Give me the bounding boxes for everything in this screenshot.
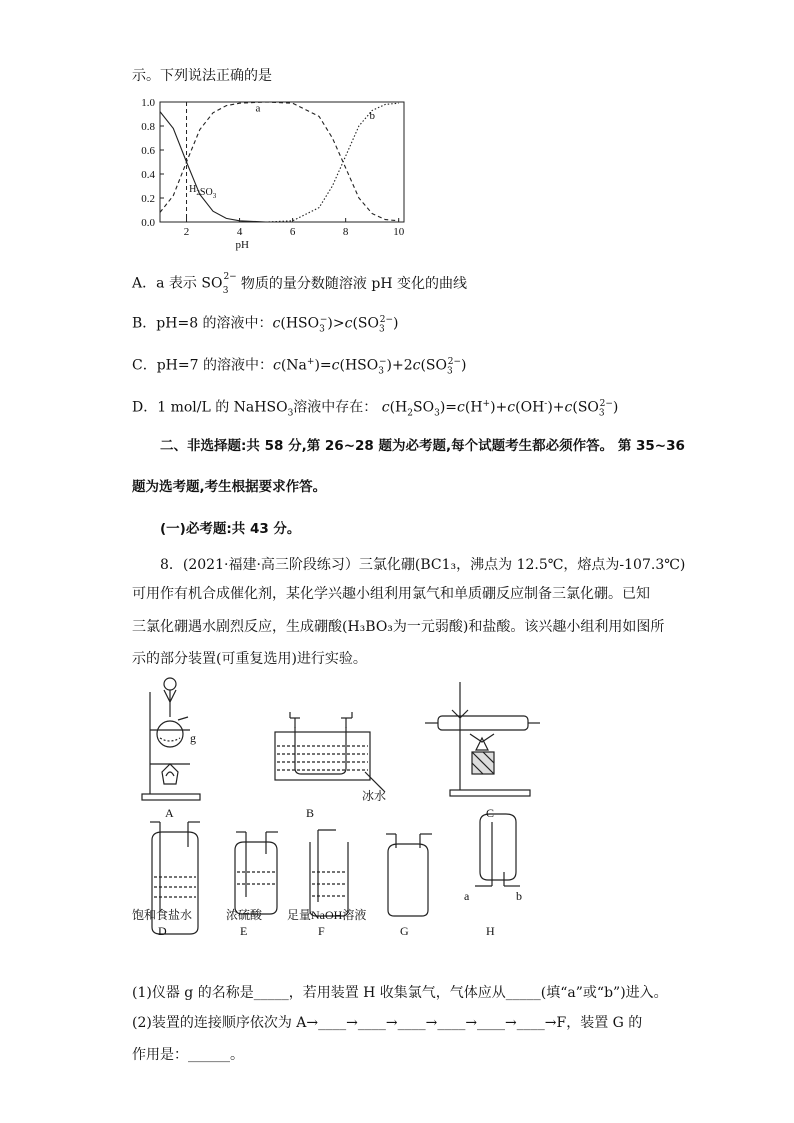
x-tick-label: 10 [393,226,405,238]
section-heading-line1: 二、非选择题:共 58 分,第 26~28 题为必考题,每个试题考生都必须作答。 第 35~36 [160,438,685,454]
x-tick-label: 8 [342,226,349,238]
option-b: B．pH=8 的溶液中：$c(HSO_3^-)>c(SO_3^{2-})$ [132,315,399,335]
label-port-b: b [516,889,522,903]
q8-part1: (1)仪器 g 的名称是_____，若用装置 H 收集氯气，气体应从_____(填“a”或“b”)进入。 [132,985,668,1001]
label-c: C [486,806,495,820]
y-tick-label: 0.8 [141,121,155,133]
x-tick-label: 6 [289,226,296,238]
series-h2so3-label: $H_2SO_3$ [189,184,217,200]
option-d: D．1 mol/L 的 NaHSO$_3$溶液中存在： $c(H_2SO_3)=c(H^+)+c(OH^-)+c(SO_3^{2-})$ [132,399,619,419]
q8-line2: 可用作有机合成催化剂，某化学兴趣小组利用氯气和单质硼反应制备三氯化硼。已知 [132,586,650,602]
q8-line3: 三氯化硼遇水剧烈反应，生成硼酸(H₃BO₃为一元弱酸)和盐酸。该兴趣小组利用如图所 [132,619,665,635]
y-tick-label: 0.6 [141,145,155,157]
label-f: F [318,924,325,938]
label-port-a: a [464,889,470,903]
apparatus-f [310,830,348,916]
subsection-heading: (一)必考题:共 43 分。 [160,521,301,537]
label-g-letter: G [400,924,409,938]
y-tick-label: 0.0 [141,217,155,229]
label-g: g [190,731,196,745]
intro-line: 示。下列说法正确的是 [132,68,272,84]
q8-part2-line1: (2)装置的连接顺序依次为 A→____→____→____→____→____→____→F，装置 G 的 [132,1015,643,1031]
section-heading-line2: 题为选考题,考生根据要求作答。 [132,479,327,495]
x-tick-label: 2 [183,226,190,238]
apparatus-e [235,832,278,914]
label-b: B [306,806,315,820]
y-tick-label: 0.2 [141,193,155,205]
q8-part2-line2: 作用是：______。 [132,1047,244,1063]
label-h: H [486,924,495,938]
label-d-solution: 饱和食盐水 [132,908,193,922]
series-b-label: b [369,109,376,122]
label-f-solution: 足量NaOH溶液 [287,908,367,922]
series-a-label: a [255,102,261,115]
apparatus-b [275,712,385,792]
label-a: A [165,806,174,820]
y-tick-label: 0.4 [141,169,155,181]
label-e-solution: 浓硫酸 [226,908,263,922]
y-tick-label: 1.0 [141,97,155,109]
series-a-line [160,102,399,221]
x-axis-label: pH [235,239,249,251]
option-c: C．pH=7 的溶液中：$c(Na^+)=c(HSO_3^-)+2c(SO_3^{2-})$ [132,357,467,377]
plot-frame [160,102,404,222]
label-ice-water: 冰水 [362,789,387,803]
apparatus-figure [140,672,560,942]
apparatus-g [386,834,432,916]
series-h2so3-line [160,109,399,222]
distribution-chart [128,92,428,252]
option-a: A．a 表示 $SO^{2-}_3$ 物质的量分数随溶液 pH 变化的曲线 [132,272,467,297]
series-b-line [160,103,399,222]
q8-line4: 示的部分装置(可重复选用)进行实验。 [132,651,367,667]
apparatus-h [475,814,520,886]
apparatus-c [425,682,540,796]
x-tick-label: 4 [236,226,243,238]
label-e: E [240,924,248,938]
q8-line1: 8．(2021·福建·高三阶段练习）三氯化硼(BC1₃，沸点为 12.5℃，熔点为-107.3℃) [160,557,686,573]
label-d: D [158,924,167,938]
